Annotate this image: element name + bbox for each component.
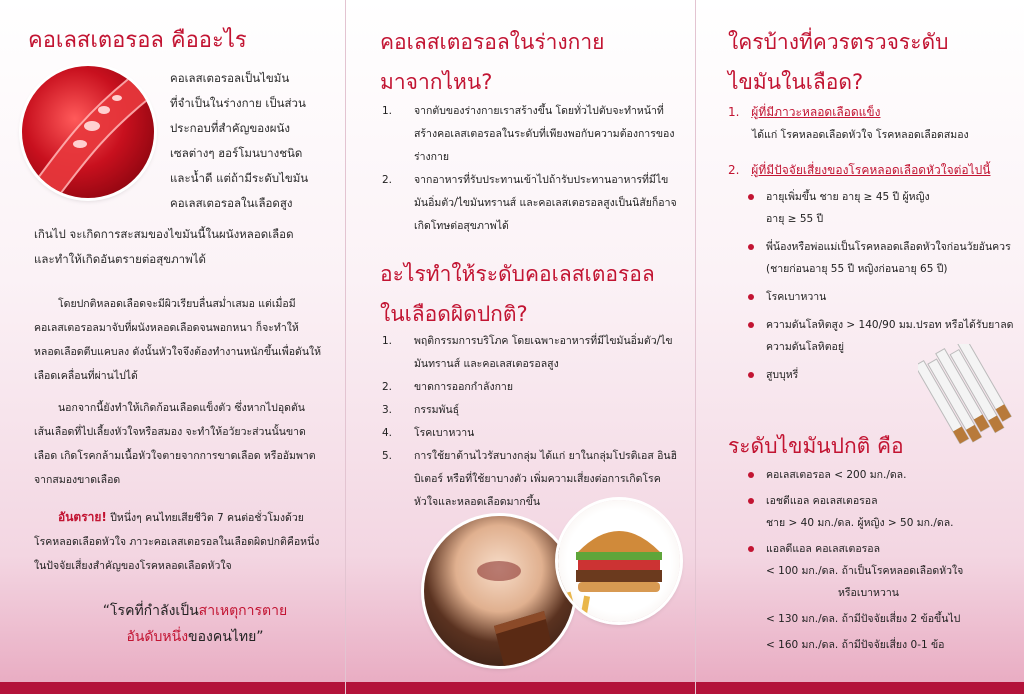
quote-post: ของคนไทย” xyxy=(188,629,264,645)
list-text: จากตับของร่างกายเราสร้างขึ้น โดยทั่วไปตับจะทำหน้าที่สร้างคอเลสเตอรอลในระดับที่เพียงพอกับความต้องการของร่างกาย xyxy=(414,105,675,163)
paragraph-vessel: โดยปกติหลอดเลือดจะมีผิวเรียบลื่นสม่ำเสมอ แต่เมื่อมีคอเลสเตอรอลมาจับที่ผนังหลอดเลือดจนพอกหนา ก็จะทำให้หลอดเลือดตีบแคบลง ดังนั้นหัวใจจึงต้องทำงานหนักขึ้นเพื่อดันให้เลือดเคลื่อนที่ผ่านไปได้ xyxy=(34,298,322,382)
bullet-dot xyxy=(748,244,754,250)
normal-text: เอชดีแอล คอเลสเตอรอล xyxy=(766,495,878,507)
panel2-title2-line2: ในเลือดผิดปกติ? xyxy=(380,302,528,326)
ldl-value: หรือเบาหวาน xyxy=(838,587,899,599)
panel2-title-2 xyxy=(380,254,655,334)
intro-line: คอเลสเตอรอลเป็นไขมัน xyxy=(170,71,290,85)
list-text: พฤติกรรมการบริโภค โดยเฉพาะอาหารที่มีไขมันอิ่มตัว/ไขมันทรานส์ และคอเลสเตอรอลสูง xyxy=(414,335,673,370)
intro-line: ประกอบที่สำคัญของผนัง xyxy=(170,121,290,135)
list-number: 1. xyxy=(382,335,393,347)
intro-tail-line: เกินไป จะเกิดการสะสมของไขมันนี้ในผนังหลอดเลือด xyxy=(34,227,294,241)
list-item xyxy=(382,100,682,169)
list-item xyxy=(382,399,682,422)
panel-where-from xyxy=(345,0,695,694)
danger-paragraph xyxy=(34,505,322,578)
group1-title: ผู้ที่มีภาวะหลอดเลือดแข็ง xyxy=(751,105,881,119)
group-2 xyxy=(728,158,1020,182)
panel1-title: คอเลสเตอรอล คืออะไร xyxy=(28,28,247,53)
panel-who-should-check xyxy=(695,0,1024,694)
group1-heading xyxy=(728,100,1018,124)
intro-text-block xyxy=(170,66,338,216)
intro-line: และน้ำดี แต่ถ้ามีระดับไขมัน xyxy=(170,171,309,185)
list-item xyxy=(728,464,1020,486)
panel2-title-line2: มาจากไหน? xyxy=(380,70,493,94)
risk-text: สูบบุหรี่ xyxy=(766,369,799,381)
blood-vessel-illustration xyxy=(22,66,154,198)
causes-list xyxy=(382,330,682,514)
intro-line: ที่จำเป็นในร่างกาย เป็นส่วน xyxy=(170,96,306,110)
panel2-title-line1: คอเลสเตอรอลในร่างกาย xyxy=(380,30,605,54)
bottom-bar xyxy=(696,682,1024,694)
quote xyxy=(60,598,330,650)
paragraph-clot: นอกจากนี้ยังทำให้เกิดก้อนเลือดแข็งตัว ซึ่งหากไปอุดตันเส้นเลือดที่ไปเลี้ยงหัวใจหรือสมอง จะทำให้อวัยวะส่วนนั้นขาดเลือด เกิดโรคกล้ามเนื้อหัวใจตายจากการขาดเลือด หรืออัมพาตจากสมองขาดเลือด xyxy=(34,402,316,486)
bullet-dot xyxy=(748,322,754,328)
normal-levels-list xyxy=(728,464,1020,656)
list-number: 4. xyxy=(382,427,393,439)
list-text: การใช้ยาต้านไวรัสบางกลุ่ม ได้แก่ ยาในกลุ่มโปรติเอส อินฮิบิเตอร์ หรือที่ใช้ยาบางตัว เพิ่มความเสี่ยงต่อการเกิดโรคหัวใจและหลอดเลือดมากขึ้น xyxy=(414,450,677,508)
intro-tail-block xyxy=(34,222,334,272)
risk-text: พี่น้องหรือพ่อแม่เป็นโรคหลอดเลือดหัวใจก่อนวัยอันควร (ชายก่อนอายุ 55 ปี หญิงก่อนอายุ 65 ปี) xyxy=(766,241,1011,275)
list-number: 2. xyxy=(382,174,393,186)
normal-text: คอเลสเตอรอล < 200 มก./ดล. xyxy=(766,469,907,481)
group2-heading xyxy=(728,158,1020,182)
list-item xyxy=(728,286,1018,308)
bullet-dot xyxy=(748,194,754,200)
quote-red-2: อันดับหนึ่ง xyxy=(126,629,189,645)
normal-text: แอลดีแอล คอเลสเตอรอล xyxy=(766,543,881,555)
intro-line: คอเลสเตอรอลในเลือดสูง xyxy=(170,196,293,210)
sources-list xyxy=(382,100,682,238)
normal-levels-title: ระดับไขมันปกติ คือ xyxy=(728,434,904,458)
list-item xyxy=(728,236,1018,280)
quote-red-1: สาเหตุการตาย xyxy=(198,603,288,619)
risk-text: ความดันโลหิตสูง > 140/90 มม.ปรอท หรือได้รับยาลดความดันโลหิตอยู่ xyxy=(766,319,1014,353)
danger-text: ปีหนึ่งๆ คนไทยเสียชีวิต 7 คนต่อชั่วโมงด้วยโรคหลอดเลือดหัวใจ ภาวะคอเลสเตอรอลในเลือดผิดปกติคือหนึ่งในปัจจัยเสี่ยงสำคัญของโรคหลอดเลือดหัวใจ xyxy=(34,512,320,572)
panel3-title-line1: ใครบ้างที่ควรตรวจระดับ xyxy=(728,30,949,54)
vessel-svg xyxy=(22,66,154,198)
group1-number: 1. xyxy=(728,105,740,119)
intro-tail-line: และทำให้เกิดอันตรายต่อสุขภาพได้ xyxy=(34,252,206,266)
bullet-dot xyxy=(748,546,754,552)
burger-and-fries-photo xyxy=(558,500,680,622)
list-item xyxy=(728,186,938,230)
list-number: 3. xyxy=(382,404,393,416)
bullet-dot xyxy=(748,472,754,478)
list-text: โรคเบาหวาน xyxy=(414,427,475,439)
risk-text: อายุเพิ่มขึ้น ชาย อายุ ≥ 45 ปี ผู้หญิง อายุ ≥ 55 ปี xyxy=(766,191,930,225)
list-text: ขาดการออกกำลังกาย xyxy=(414,381,513,393)
list-item xyxy=(382,169,682,238)
bullet-dot xyxy=(748,294,754,300)
group1-description: ได้แก่ โรคหลอดเลือดหัวใจ โรคหลอดเลือดสมอง xyxy=(752,129,969,141)
list-number: 5. xyxy=(382,450,393,462)
group-1 xyxy=(728,100,1018,146)
bullet-dot xyxy=(748,498,754,504)
list-item xyxy=(728,490,1020,512)
burger-svg xyxy=(558,500,680,622)
panel3-title-line2: ไขมันในเลือด? xyxy=(728,70,864,94)
list-item xyxy=(382,330,682,376)
quote-pre: “โรคที่กำลังเป็น xyxy=(102,603,199,619)
ldl-value: < 100 มก./ดล. ถ้าเป็นโรคหลอดเลือดหัวใจ xyxy=(766,565,964,577)
intro-line: เซลต่างๆ ฮอร์โมนบางชนิด xyxy=(170,146,303,160)
list-text: จากอาหารที่รับประทานเข้าไปถ้ารับประทานอาหารที่มีไขมันอิ่มตัว/ไขมันทรานส์ และคอเลสเตอรอลสูงเป็นนิสัยก็อาจเกิดโทษต่อสุขภาพได้ xyxy=(414,174,677,232)
woman-eating-cake-photo xyxy=(424,516,574,666)
list-number: 2. xyxy=(382,381,393,393)
risk-text: โรคเบาหวาน xyxy=(766,291,827,303)
list-number: 1. xyxy=(382,105,393,117)
ldl-value: < 130 มก./ดล. ถ้ามีปัจจัยเสี่ยง 2 ข้อขึ้นไป xyxy=(766,613,961,625)
group2-number: 2. xyxy=(728,163,740,177)
bullet-dot xyxy=(748,372,754,378)
cigarettes-svg xyxy=(918,344,1014,444)
bottom-bar xyxy=(0,682,345,694)
group2-title: ผู้ที่มีปัจจัยเสี่ยงของโรคหลอดเลือดหัวใจต่อไปนี้ xyxy=(751,163,991,177)
panel2-title2-line1: อะไรทำให้ระดับคอเลสเตอรอล xyxy=(380,262,655,286)
list-item xyxy=(728,538,1020,560)
hdl-values: ชาย > 40 มก./ดล. ผู้หญิง > 50 มก./ดล. xyxy=(766,517,954,529)
panel-what-is-cholesterol xyxy=(0,0,345,694)
ldl-value: < 160 มก./ดล. ถ้ามีปัจจัยเสี่ยง 0-1 ข้อ xyxy=(766,639,945,651)
list-text: กรรมพันธุ์ xyxy=(414,404,460,416)
panel2-title xyxy=(380,22,604,102)
cake-svg xyxy=(424,516,574,666)
list-item xyxy=(382,376,682,399)
panel3-title xyxy=(728,22,948,102)
bottom-bar xyxy=(346,682,695,694)
danger-label: อันตราย! xyxy=(58,510,107,524)
cigarettes-photo xyxy=(918,344,1014,444)
list-item xyxy=(382,422,682,445)
